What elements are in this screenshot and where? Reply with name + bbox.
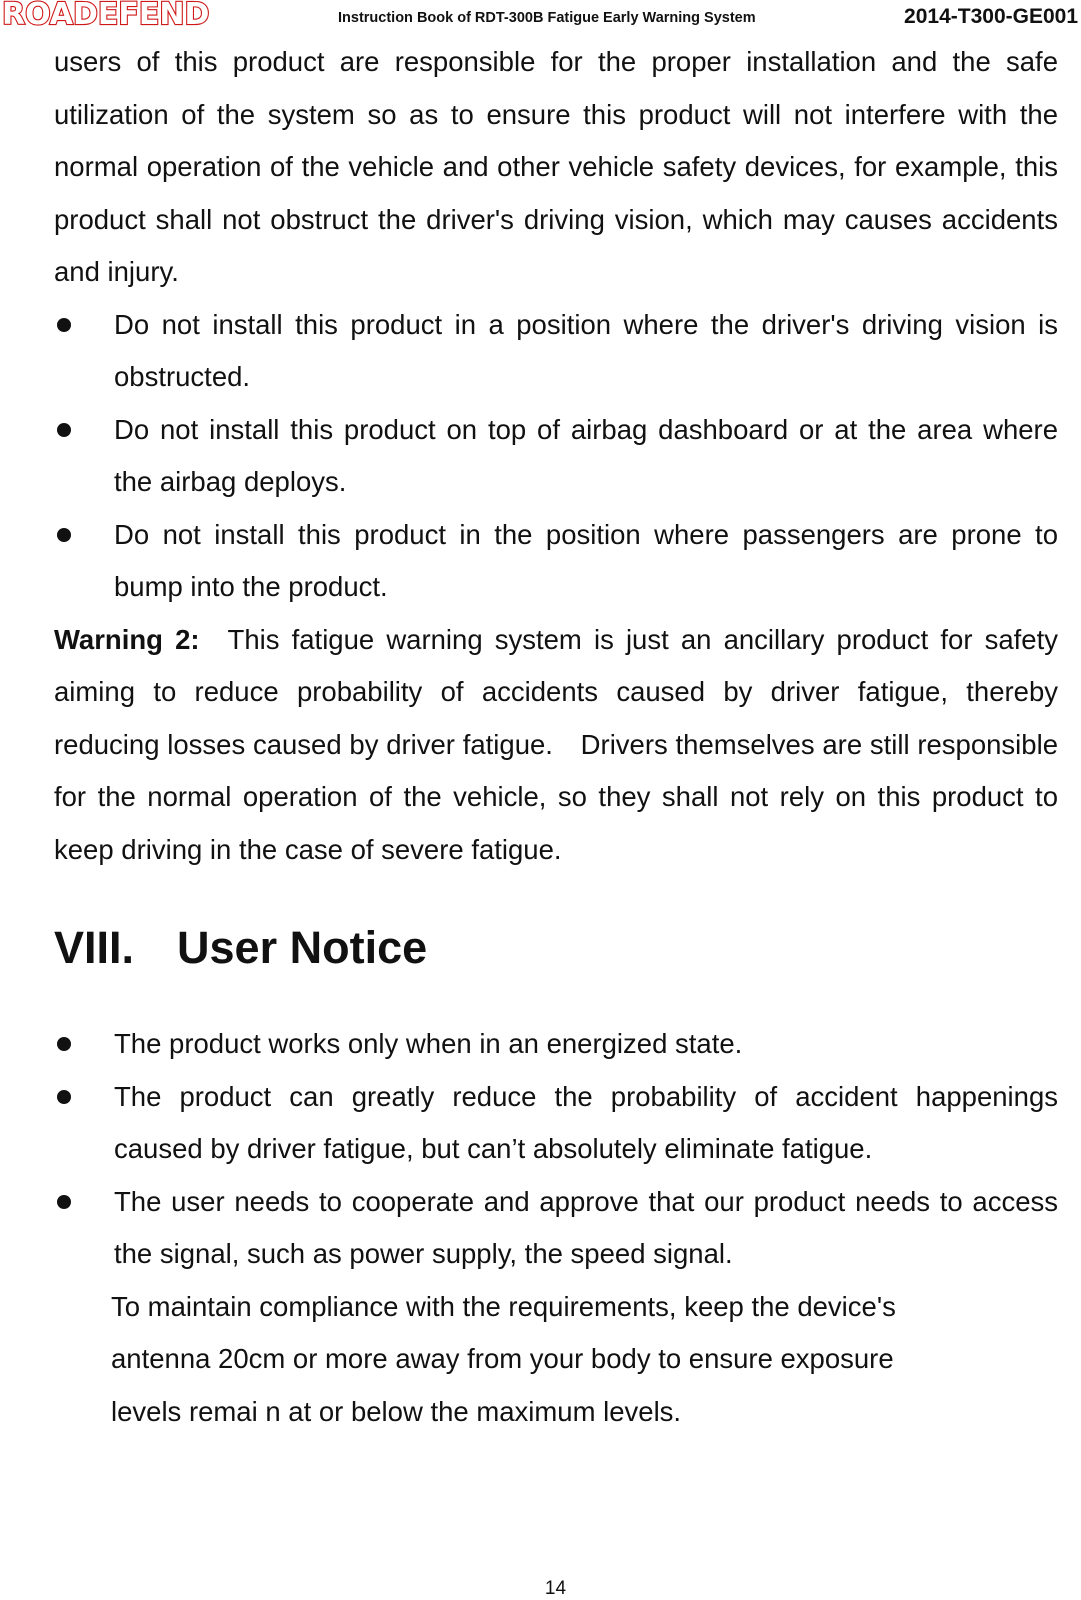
bullet-dot-icon (57, 1090, 71, 1104)
bullet-dot-icon (57, 423, 71, 437)
document-code: 2014-T300-GE001 (904, 5, 1078, 28)
warning-label: Warning 2: (54, 623, 200, 655)
install-bullet-2 (54, 404, 1058, 509)
bullet-dot-icon (57, 318, 71, 332)
warning-text: This fatigue warning system is just an ancillary product for safety aiming to reduce probability of accidents caused by driver fatigue, thereby reducing losses caused by driver fatigue. Drivers themselves are still responsible for the normal operation of the vehicle, so they shall not rely on this product to keep driving in the case of severe fatigue. (54, 623, 1058, 865)
install-bullet-1 (54, 299, 1058, 404)
document-title: Instruction Book of RDT-300B Fatigue Early Warning System (338, 10, 756, 26)
notice-bullet-2 (54, 1071, 1058, 1176)
warning-2-paragraph (54, 614, 1058, 877)
page-number: 14 (544, 1578, 567, 1599)
page-content (54, 36, 1058, 1438)
bullet-dot-icon (57, 528, 71, 542)
bullet-text: The user needs to cooperate and approve that our product needs to access the signal, such as power supply, the speed signal. (114, 1185, 1058, 1269)
install-bullet-3 (54, 509, 1058, 614)
section-title: User Notice (177, 922, 428, 973)
compliance-line: antenna 20cm or more away from your body to ensure exposure (111, 1343, 894, 1374)
notice-bullet-1 (54, 1018, 1058, 1071)
brand-logo: ROADEFEND (2, 0, 210, 32)
bullet-text: Do not install this product in the position where passengers are prone to bump into the product. (114, 518, 1058, 602)
bullet-text: Do not install this product on top of airbag dashboard or at the area where the airbag deploys. (114, 413, 1058, 497)
notice-bullet-3 (54, 1176, 1058, 1281)
bullet-dot-icon (57, 1037, 71, 1051)
section-heading (54, 918, 1058, 978)
bullet-dot-icon (57, 1195, 71, 1209)
compliance-line: levels remai n at or below the maximum levels. (111, 1395, 682, 1427)
bullet-text: Do not install this product in a position where the driver's driving vision is obstructed. (114, 308, 1058, 392)
compliance-line: To maintain compliance with the requirements, keep the device's (111, 1290, 896, 1322)
intro-paragraph: users of this product are responsible for the proper installation and the safe utilization of the system so as to ensure this product will not interfere with the normal operation of the vehicle and other vehicle safety devices, for example, this product shall not obstruct the driver's driving vision, which may causes accidents and injury. (54, 46, 1058, 287)
page-header (0, 0, 1081, 36)
bullet-text: The product works only when in an energized state. (114, 1028, 743, 1059)
section-number: VIII. (54, 922, 135, 973)
compliance-paragraph (54, 1281, 1058, 1439)
bullet-text: The product can greatly reduce the probability of accident happenings caused by driver fatigue, but can’t absolutely eliminate fatigue. (114, 1080, 1058, 1164)
